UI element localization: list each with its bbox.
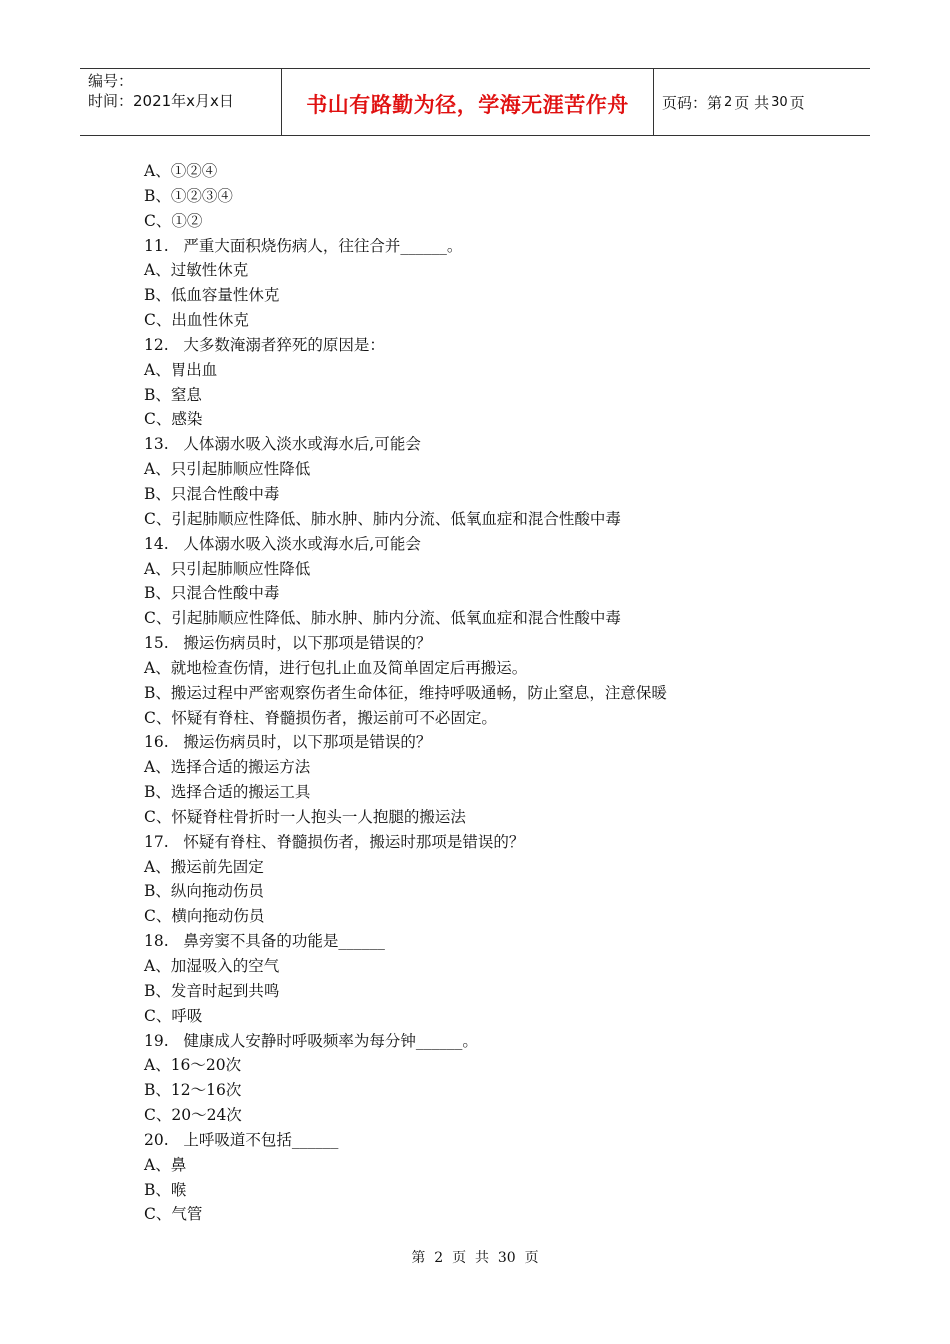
question-19: 19. 健康成人安静时呼吸频率为每分钟______。 — [144, 1031, 478, 1050]
list-item: B、发音时起到共鸣 — [144, 981, 280, 1000]
question-list — [144, 159, 864, 1227]
list-item: B、只混合性酸中毒 — [144, 484, 280, 503]
question-14: 14. 人体溺水吸入淡水或海水后,可能会 — [144, 534, 421, 553]
list-item: B、12～16次 — [144, 1081, 242, 1100]
list-item: A、只引起肺顺应性降低 — [144, 460, 311, 479]
list-item: A、胃出血 — [144, 360, 218, 379]
list-item: C、引起肺顺应性降低、肺水肿、肺内分流、低氧血症和混合性酸中毒 — [144, 609, 621, 628]
page-current: 2 — [724, 94, 733, 110]
time-label: 时间：2021年x月x日 — [88, 92, 234, 110]
list-item: A、过敏性休克 — [144, 261, 249, 280]
list-item: C、呼吸 — [144, 1006, 203, 1025]
list-item: C、①② — [144, 211, 203, 230]
page-prefix: 页码：第 — [662, 93, 723, 112]
list-item: B、低血容量性休克 — [144, 286, 280, 305]
list-item: A、搬运前先固定 — [144, 857, 264, 876]
list-item: B、喉 — [144, 1180, 187, 1199]
motto-text: 书山有路勤为径，学海无涯苦作舟 — [306, 93, 629, 117]
page-footer: 第 2 页 共 30 页 — [411, 1250, 539, 1266]
question-12: 12. 大多数淹溺者猝死的原因是： — [144, 335, 385, 354]
list-item: C、气管 — [144, 1205, 203, 1224]
list-item: B、纵向拖动伤员 — [144, 882, 264, 901]
list-item: C、横向拖动伤员 — [144, 907, 265, 926]
list-item: A、只引起肺顺应性降低 — [144, 559, 311, 578]
question-13: 13. 人体溺水吸入淡水或海水后,可能会 — [144, 435, 421, 454]
list-item: C、出血性休克 — [144, 311, 249, 330]
serial-label: 编号： — [88, 72, 134, 90]
header-motto-cell — [282, 69, 654, 135]
header-page-info — [654, 69, 870, 135]
list-item: C、20～24次 — [144, 1106, 242, 1125]
question-20: 20. 上呼吸道不包括______ — [144, 1130, 339, 1149]
list-item: A、选择合适的搬运方法 — [144, 758, 311, 777]
question-16: 16. 搬运伤病员时，以下那项是错误的？ — [144, 733, 432, 752]
list-item: C、引起肺顺应性降低、肺水肿、肺内分流、低氧血症和混合性酸中毒 — [144, 509, 621, 528]
list-item: C、感染 — [144, 410, 203, 429]
list-item: A、加湿吸入的空气 — [144, 957, 280, 975]
list-item: A、鼻 — [144, 1155, 187, 1174]
question-15: 15. 搬运伤病员时，以下那项是错误的？ — [144, 634, 432, 653]
page-header — [80, 68, 870, 136]
list-item: B、窒息 — [144, 385, 202, 404]
page-total: 30 — [771, 94, 788, 110]
list-item: A、①②④ — [144, 162, 218, 180]
question-11: 11. 严重大面积烧伤病人，往往合并______。 — [144, 236, 463, 255]
list-item: B、只混合性酸中毒 — [144, 584, 280, 603]
list-item: B、①②③④ — [144, 186, 233, 205]
header-meta — [80, 69, 282, 135]
list-item: C、怀疑脊柱骨折时一人抱头一人抱腿的搬运法 — [144, 807, 466, 826]
list-item: A、16～20次 — [144, 1056, 242, 1075]
list-item: C、怀疑有脊柱、脊髓损伤者，搬运前可不必固定。 — [144, 708, 497, 727]
list-item: B、选择合适的搬运工具 — [144, 783, 311, 802]
page-mid: 页 共 — [734, 93, 770, 112]
question-18: 18. 鼻旁窦不具备的功能是______ — [144, 932, 385, 951]
page-suffix: 页 — [789, 93, 805, 112]
question-17: 17. 怀疑有脊柱、脊髓损伤者，搬运时那项是错误的？ — [144, 832, 525, 851]
list-item: A、就地检查伤情，进行包扎止血及简单固定后再搬运。 — [144, 658, 528, 677]
list-item: B、搬运过程中严密观察伤者生命体征，维持呼吸通畅，防止窒息，注意保暖 — [144, 683, 667, 702]
